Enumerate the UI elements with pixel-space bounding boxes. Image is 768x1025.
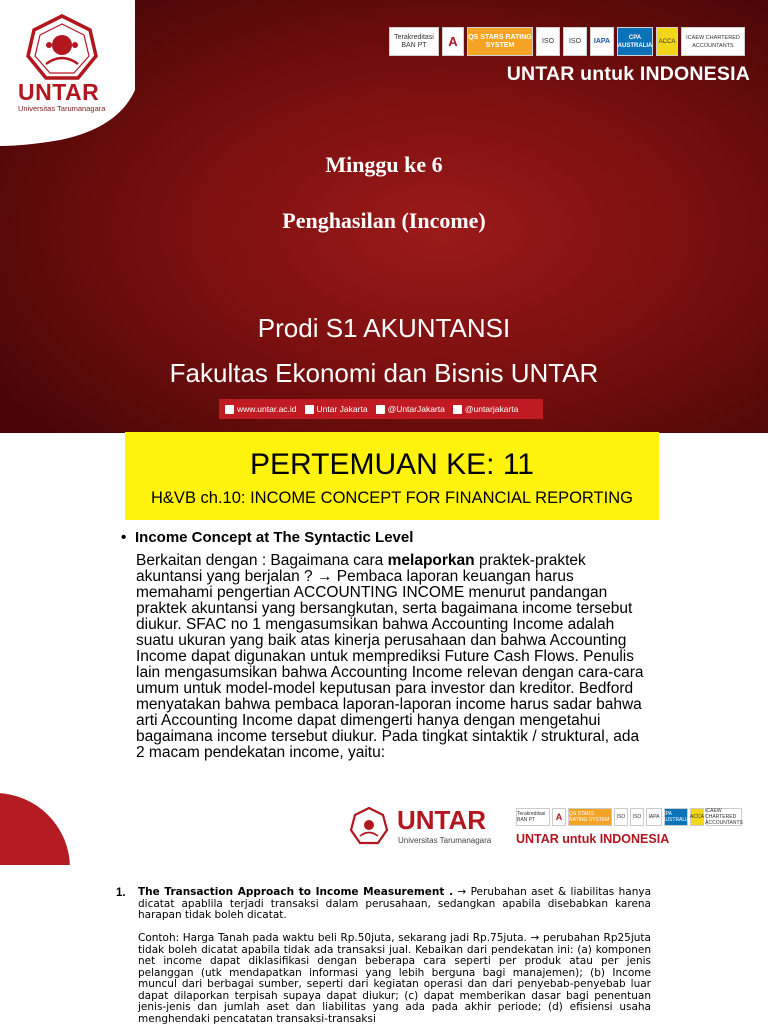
untar-logo xyxy=(16,12,108,132)
body-paragraph: Berkaitan dengan : Bagaimana cara melaporkan praktek-praktek akuntansi yang berjalan ? → Pembaca laporan keuangan harus memahami pengertian ACCOUNTING INCOME menurut pandangan praktek akuntansi yang bersangkutan, serta bagaimana income tersebut diukur. SFAC no 1 mengasumsikan bahwa Accounting Income adalah suatu ukuran yang baik atas kinerja perusahaan dan bahwa Accounting Income dapat digunakan untuk memprediksi Future Cash Flows. Penulis lain mengasumsikan bahwa Accounting Income relevan dengan cara-cara umum untuk model-model keputusan para investor dan kreditor. Bedford menyatakan bahwa pembaca laporan-laporan income harus sadar bahwa arti Accounting Income dapat dimengerti hanya dengan mengetahui bagaimana income tersebut diukur. Pada tingkat sintaktik / struktural, ada 2 macam pendekatan income, yaitu: xyxy=(136,552,644,761)
badge-icaew: ICAEW CHARTERED ACCOUNTANTS xyxy=(705,808,743,826)
logo-wordmark: UNTAR xyxy=(18,79,100,105)
badge-iso-1: ISO xyxy=(614,808,628,826)
badge-qs-stars: QS STARS RATING SYSTEM xyxy=(467,27,533,56)
untar-seal-icon xyxy=(347,806,391,850)
badge-banpt: Terakreditasi BAN PT xyxy=(516,808,550,826)
badge-cpa: CPA AUSTRALIA xyxy=(617,27,653,56)
meeting-title: PERTEMUAN KE: 11 xyxy=(250,448,534,481)
detail-slide xyxy=(0,865,768,1024)
example-paragraph: Contoh: Harga Tanah pada waktu beli Rp.50juta, sekarang jadi Rp.75juta. → perubahan Rp25juta tidak boleh dicatat apabila tidak ada transaksi jual. Kebaikan dari pendekatan ini: (a) komponen net income dapat diklasifikasi dengan beberapa cara seperti per produk atau per jenis pelanggan (utk mendapatkan informasi yang lebih berguna bagi manajemen); (b) Income muncul dari berbagai sumber, seperti dari kegiatan operasi dan dari penyebab-penyebab luar dapat dilaporkan terpisah supaya dapat diukur; (c) dapat memberikan dasar bagi penentuan jenis-jenis dan jumlah aset dan liabilitas yang ada pada akhir periode; (d) efisiensi usaha menghendaki pencatatan transaksi-transaksi xyxy=(138,932,651,1025)
badge-iapa: IAPA xyxy=(646,808,662,826)
tagline: UNTAR untuk INDONESIA xyxy=(506,63,750,85)
untar-seal-icon xyxy=(16,12,108,88)
accreditation-badges xyxy=(389,27,745,56)
badge-qs-stars: QS STARS RATING SYSTEM xyxy=(568,808,612,826)
badge-acca: ACCA xyxy=(656,27,678,56)
list-number: 1. xyxy=(116,887,126,899)
emphasis-text: melaporkan xyxy=(387,552,475,569)
facebook-icon xyxy=(305,405,314,414)
topic-title: Penghasilan (Income) xyxy=(282,208,486,233)
badge-banpt: Terakreditasi BAN PT xyxy=(389,27,439,56)
social-twitter[interactable]: @UntarJakarta xyxy=(376,404,445,414)
program-name: Prodi S1 AKUNTANSI xyxy=(257,313,511,343)
title-slide xyxy=(0,0,768,433)
badge-icaew: ICAEW CHARTERED ACCOUNTANTS xyxy=(681,27,745,56)
badge-iso-2: ISO xyxy=(630,808,644,826)
twitter-icon xyxy=(376,405,385,414)
instagram-icon xyxy=(453,405,462,414)
footer-tagline: UNTAR untuk INDONESIA xyxy=(516,832,670,846)
content-slide xyxy=(0,433,768,865)
badge-cpa: CPA AUSTRALIA xyxy=(664,808,688,826)
badge-iso-1: ISO xyxy=(536,27,560,56)
logo-subtitle: Universitas Tarumanagara xyxy=(18,104,106,113)
badge-acca: ACCA xyxy=(690,808,704,826)
social-bar xyxy=(219,399,543,419)
bullet-heading: • Income Concept at The Syntactic Level xyxy=(121,529,414,546)
footer-logo-subtitle: Universitas Tarumanagara xyxy=(398,836,492,845)
badge-iso-2: ISO xyxy=(563,27,587,56)
list-item-title: The Transaction Approach to Income Measurement . xyxy=(138,886,454,898)
list-item-text: The Transaction Approach to Income Measurement . → Perubahan aset & liabilitas hanya dicatat apablila terjadi transaksi dalam perusahaan, sedangkan apabila disebabkan karena harapan tidak boleh dicatat. xyxy=(138,886,651,921)
faculty-name: Fakultas Ekonomi dan Bisnis UNTAR xyxy=(169,358,599,388)
social-instagram[interactable]: @untarjakarta xyxy=(453,404,519,414)
badge-unggul: A xyxy=(442,27,464,56)
week-label: Minggu ke 6 xyxy=(325,152,443,177)
bullet-icon: • xyxy=(121,529,127,546)
chapter-subtitle: H&VB ch.10: INCOME CONCEPT FOR FINANCIAL REPORTING xyxy=(151,489,633,507)
footer-logo-wordmark: UNTAR xyxy=(397,805,487,835)
title-box xyxy=(125,432,659,520)
social-facebook[interactable]: Untar Jakarta xyxy=(305,404,368,414)
web-icon xyxy=(225,405,234,414)
social-web[interactable]: www.untar.ac.id xyxy=(225,404,297,414)
badge-iapa: IAPA xyxy=(590,27,614,56)
badge-unggul: A xyxy=(552,808,566,826)
footer-accreditation-badges xyxy=(516,808,742,826)
